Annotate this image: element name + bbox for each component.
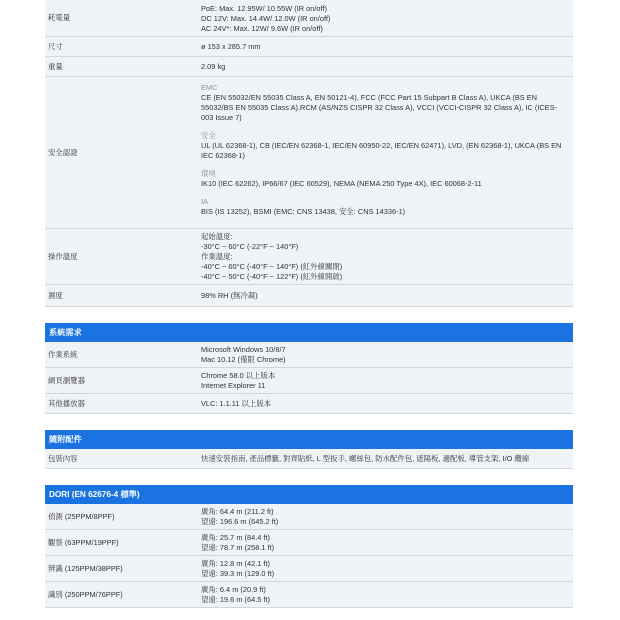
spec-label: 安全認證	[48, 147, 78, 157]
spec-label: 辨識 (125PPM/38PPF)	[48, 563, 123, 573]
dori-line: 望遠: 19.6 m (64.5 ft)	[201, 594, 271, 604]
dori-line: 望遠: 39.3 m (129.0 ft)	[201, 568, 275, 578]
spec-value	[197, 37, 573, 56]
browser-line: Chrome 58.0 以上版本	[201, 371, 276, 380]
spec-label: 耗電量	[48, 13, 71, 22]
spec-value	[197, 229, 573, 284]
spec-value	[197, 504, 573, 529]
spec-row-certifications	[45, 77, 573, 229]
spec-value	[197, 582, 573, 607]
cert-group-text: IK10 (IEC 62262), IP66/67 (IEC 60529), NEMA (NEMA 250 Type 4X), IEC 60068-2-11	[201, 178, 482, 188]
spec-value	[197, 285, 573, 306]
spec-label: 網頁瀏覽器	[48, 375, 85, 385]
spec-value	[197, 77, 573, 228]
spec-row-os	[45, 342, 573, 368]
spec-row-browser	[45, 368, 573, 394]
spec-row-dori-observe	[45, 530, 573, 556]
power-line: DC 12V: Max. 14.4W/ 12.0W (IR on/off)	[201, 13, 331, 23]
spec-row-dori-detect	[45, 504, 573, 530]
op-temp-line: 起始溫度:	[201, 232, 233, 241]
spec-value	[197, 368, 573, 393]
spec-value	[197, 0, 573, 36]
dori-line: 廣角: 12.8 m (42.1 ft)	[201, 559, 271, 568]
spec-table	[45, 0, 573, 608]
cert-group-text: BIS (IS 13252), BSMI (EMC: CNS 13438, 安全: CNS 14336-1)	[201, 206, 406, 216]
section-header-accessories: 隨附配件	[45, 430, 573, 449]
power-line: PoE: Max. 12.95W/ 10.55W (IR on/off)	[201, 4, 327, 13]
size-value: ø 153 x 285.7 mm	[201, 41, 261, 51]
op-temp-line: -30°C ~ 60°C (-22°F ~ 140°F)	[201, 241, 299, 251]
spec-label: 重量	[48, 61, 63, 71]
spec-label: 識別 (250PPM/76PPF)	[48, 589, 123, 599]
spec-value	[197, 556, 573, 581]
dori-line: 廣角: 25.7 m (84.4 ft)	[201, 533, 271, 542]
cert-group-title: 環境	[201, 168, 216, 178]
weight-value: 2.09 kg	[201, 61, 226, 71]
spec-label: 濕度	[48, 290, 63, 300]
spec-value	[197, 342, 573, 367]
spec-row-size	[45, 37, 573, 57]
package-contents-line: 快速安裝指南, 產品標籤, 對齊貼紙, L 型扳手, 螺絲包, 防水配件包, 遮陽板, 適配板, 導管支架, I/O 纜線	[201, 453, 530, 463]
spec-row-humidity	[45, 285, 573, 307]
os-line: Mac 10.12 (僅限 Chrome)	[201, 354, 286, 364]
spec-row-power	[45, 0, 573, 37]
section-gap	[45, 307, 573, 323]
player-line: VLC: 1.1.11 以上版本	[201, 398, 272, 408]
op-temp-line: -40°C ~ 50°C (-40°F ~ 122°F) (紅外線開啟)	[201, 271, 343, 281]
dori-line: 廣角: 64.4 m (211.2 ft)	[201, 507, 274, 516]
cert-group-text: UL (UL 62368-1), CB (IEC/EN 62368-1, IEC/EN 60950-22, IEC/EN 62471), LVD, (EN 62368-1), UKCA (BS EN IEC 62368-1)	[201, 140, 562, 160]
spec-row-dori-identify	[45, 582, 573, 608]
dori-line: 望遠: 78.7 m (258.1 ft)	[201, 542, 275, 552]
os-line: Microsoft Windows 10/8/7	[201, 345, 286, 354]
cert-group-title: IA	[201, 196, 208, 206]
cert-group-title: EMC	[201, 83, 218, 92]
dori-line: 廣角: 6.4 m (20.9 ft)	[201, 585, 266, 594]
spec-label: 其他播放器	[48, 398, 85, 408]
cert-group-text: CE (EN 55032/EN 55035 Class A, EN 50121-4), FCC (FCC Part 15 Subpart B Class A), UKCA (BS EN 55032/BS EN 55035 Class A),RCM (AS/NZS CISPR 32 Class A), VCCI (VCCI-CISPR 32 Class A), IC (ICES-003 Issue 7)	[201, 92, 558, 122]
spec-label: 操作溫度	[48, 251, 78, 261]
spec-label: 偵測 (25PPM/8PPF)	[48, 511, 115, 521]
spec-label: 作業系統	[48, 349, 78, 359]
humidity-value: 98% RH (無冷凝)	[201, 290, 258, 300]
cert-group-title: 安全	[201, 130, 216, 140]
dori-line: 望遠: 196.6 m (645.2 ft)	[201, 516, 279, 526]
spec-row-operating-temperature	[45, 229, 573, 285]
spec-row-weight	[45, 57, 573, 77]
spec-row-other-player	[45, 394, 573, 414]
op-temp-line: 作業溫度:	[201, 251, 233, 261]
spec-value	[197, 57, 573, 76]
section-header-system-requirements: 系統需求	[45, 323, 573, 342]
spec-label: 尺寸	[48, 41, 63, 51]
spec-value	[197, 530, 573, 555]
spec-label: 觀察 (63PPM/19PPF)	[48, 537, 119, 547]
spec-value	[197, 449, 573, 468]
spec-row-package-contents	[45, 449, 573, 469]
power-line: AC 24V*: Max. 12W/ 9.6W (IR on/off)	[201, 23, 323, 33]
section-gap	[45, 414, 573, 430]
spec-label: 包裝內容	[48, 453, 78, 463]
browser-line: Internet Explorer 11	[201, 380, 266, 390]
spec-row-dori-recognize	[45, 556, 573, 582]
section-header-dori: DORI (EN 62676-4 標準)	[45, 485, 573, 504]
spec-value	[197, 394, 573, 413]
op-temp-line: -40°C ~ 60°C (-40°F ~ 140°F) (紅外線關閉)	[201, 261, 343, 271]
section-gap	[45, 469, 573, 485]
